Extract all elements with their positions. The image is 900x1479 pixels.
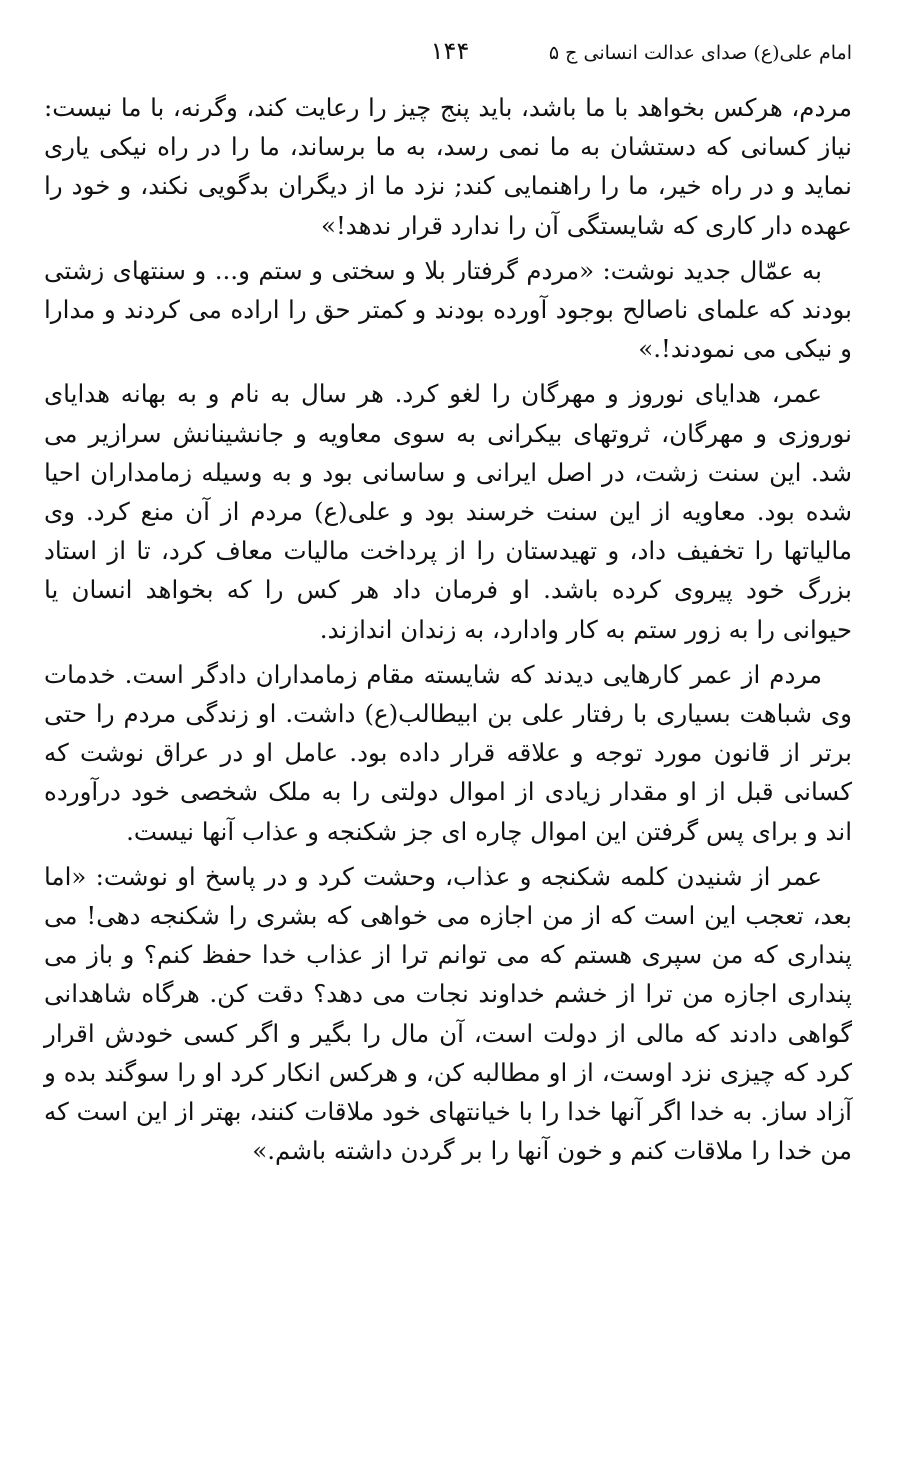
- paragraph: به عمّال جدید نوشت: «مردم گرفتار بلا و سختی و ستم و... و سنتهای زشتی بودند که علمای ناصالح بوجود آورده بودند و کمتر حق را اراده می کردند و مدارا و نیکی می نمودند!.»: [44, 255, 852, 364]
- running-header: امام علی(ع) صدای عدالت انسانی ج ۵: [548, 42, 852, 64]
- paragraph: مردم، هرکس بخواهد با ما باشد، باید پنج چیز را رعایت کند، وگرنه، با ما نیست: نیاز کسانی که دستشان به ما نمی رسد، به ما برساند، ما را در راه نیکی یاری نماید و در راه خیر، ما را راهنمایی کند; نزد ما از دیگران بدگویی نکند، و خود را عهده دار کاری که شایستگی آن را ندارد قرار ندهد!»: [44, 93, 852, 240]
- body-text: [44, 88, 852, 1176]
- page-number: ۱۴۴: [430, 37, 470, 65]
- paragraph: عمر، هدایای نوروز و مهرگان را لغو کرد. هر سال به نام و به بهانه هدایای نوروزی و مهرگان، ثروتهای بیکرانی به سوی معاویه و جانشینانش سرازیر می شد. این سنت زشت، در اصل ایرانی و ساسانی بود و به وسیله زمامداران احیا شده بود. معاویه از این سنت خرسند بود و علی(ع) مردم از آن منع کرد. وی مالیاتها را تخفیف داد، و تهیدستان را از پرداخت مالیات معاف کرد، تا از استاد بزرگ خود پیروی کرده باشد. او فرمان داد هر کس را که بخواهد انسان یا حیوانی را به زور ستم به کار وادارد، به زندان اندازند.: [44, 379, 852, 644]
- paragraph: عمر از شنیدن کلمه شکنجه و عذاب، وحشت کرد و در پاسخ او نوشت: «اما بعد، تعجب این است که از من اجازه می خواهی که بشری را شکنجه دهی! می پنداری که من سپری هستم که می توانم ترا از عذاب خدا حفظ کنم؟ و باز می پنداری اجازه من ترا از خشم خداوند نجات می دهد؟ دقت کن. هرگاه شاهدانی گواهی دادند که مالی از دولت است، آن مال را بگیر و اگر کسی خودش اقرار کرد که چیزی نزد اوست، از او مطالبه کن، و هرکس انکار کرد او را سوگند بده و آزاد ساز. به خدا اگر آنها خدا را با خیانتهای خود ملاقات کنند، بهتر از این است که من خدا را ملاقات کنم و خون آنها را بر گردن داشته باشم.»: [44, 861, 852, 1166]
- paragraph: مردم از عمر کارهایی دیدند که شایسته مقام زمامداران دادگر است. خدمات وی شباهت بسیاری با رفتار علی بن ابیطالب(ع) داشت. او زندگی مردم را حتی برتر از قانون مورد توجه و علاقه قرار داده بود. عامل او در عراق نوشت که کسانی قبل از او مقدار زیادی از اموال دولتی را به ملک شخصی خود درآورده اند و برای پس گرفتن این اموال چاره ای جز شکنجه و عذاب آنها نیست.: [44, 659, 852, 846]
